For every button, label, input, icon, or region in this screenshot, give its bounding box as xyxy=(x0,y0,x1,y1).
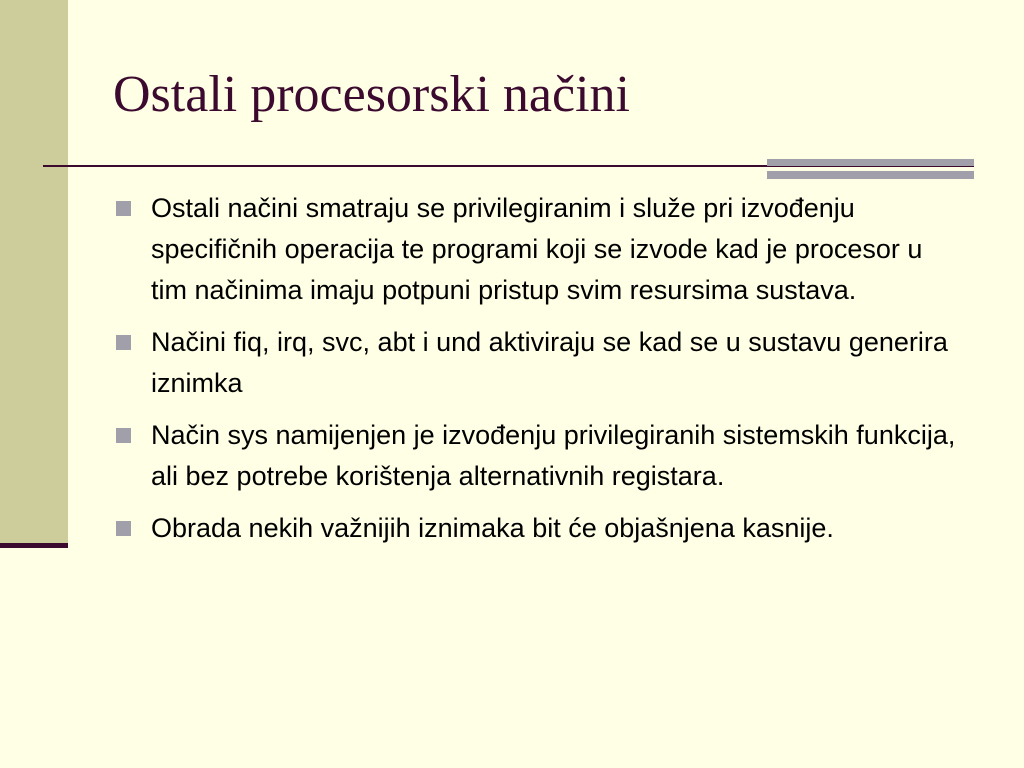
side-decor-line xyxy=(0,543,68,548)
bullet-item-1 xyxy=(116,188,956,311)
slide-title: Ostali procesorski načini xyxy=(113,66,630,123)
bullet-item-3 xyxy=(116,415,956,497)
bullet-item-2 xyxy=(116,322,956,404)
bullet-item-4 xyxy=(116,508,956,549)
accent-bar-bottom xyxy=(767,171,974,179)
square-bullet-icon xyxy=(116,521,131,536)
bullet-list xyxy=(116,188,956,560)
bullet-text: Načini fiq, irq, svc, abt i und aktiviraju se kad se u sustavu generira iznimka xyxy=(151,327,948,398)
accent-bar-top xyxy=(767,159,974,166)
bullet-text: Ostali načini smatraju se privilegiranim i služe pri izvođenju specifičnih operacija te programi koji se izvode kad je procesor u tim načinima imaju potpuni pristup svim resursima sustava. xyxy=(151,193,923,305)
bullet-text: Način sys namijenjen je izvođenju privilegiranih sistemskih funkcija, ali bez potrebe korištenja alternativnih registara. xyxy=(151,420,956,491)
side-decor-strip xyxy=(0,0,68,543)
square-bullet-icon xyxy=(116,201,131,216)
square-bullet-icon xyxy=(116,335,131,350)
square-bullet-icon xyxy=(116,428,131,443)
bullet-text: Obrada nekih važnijih iznimaka bit će objašnjena kasnije. xyxy=(151,513,834,543)
